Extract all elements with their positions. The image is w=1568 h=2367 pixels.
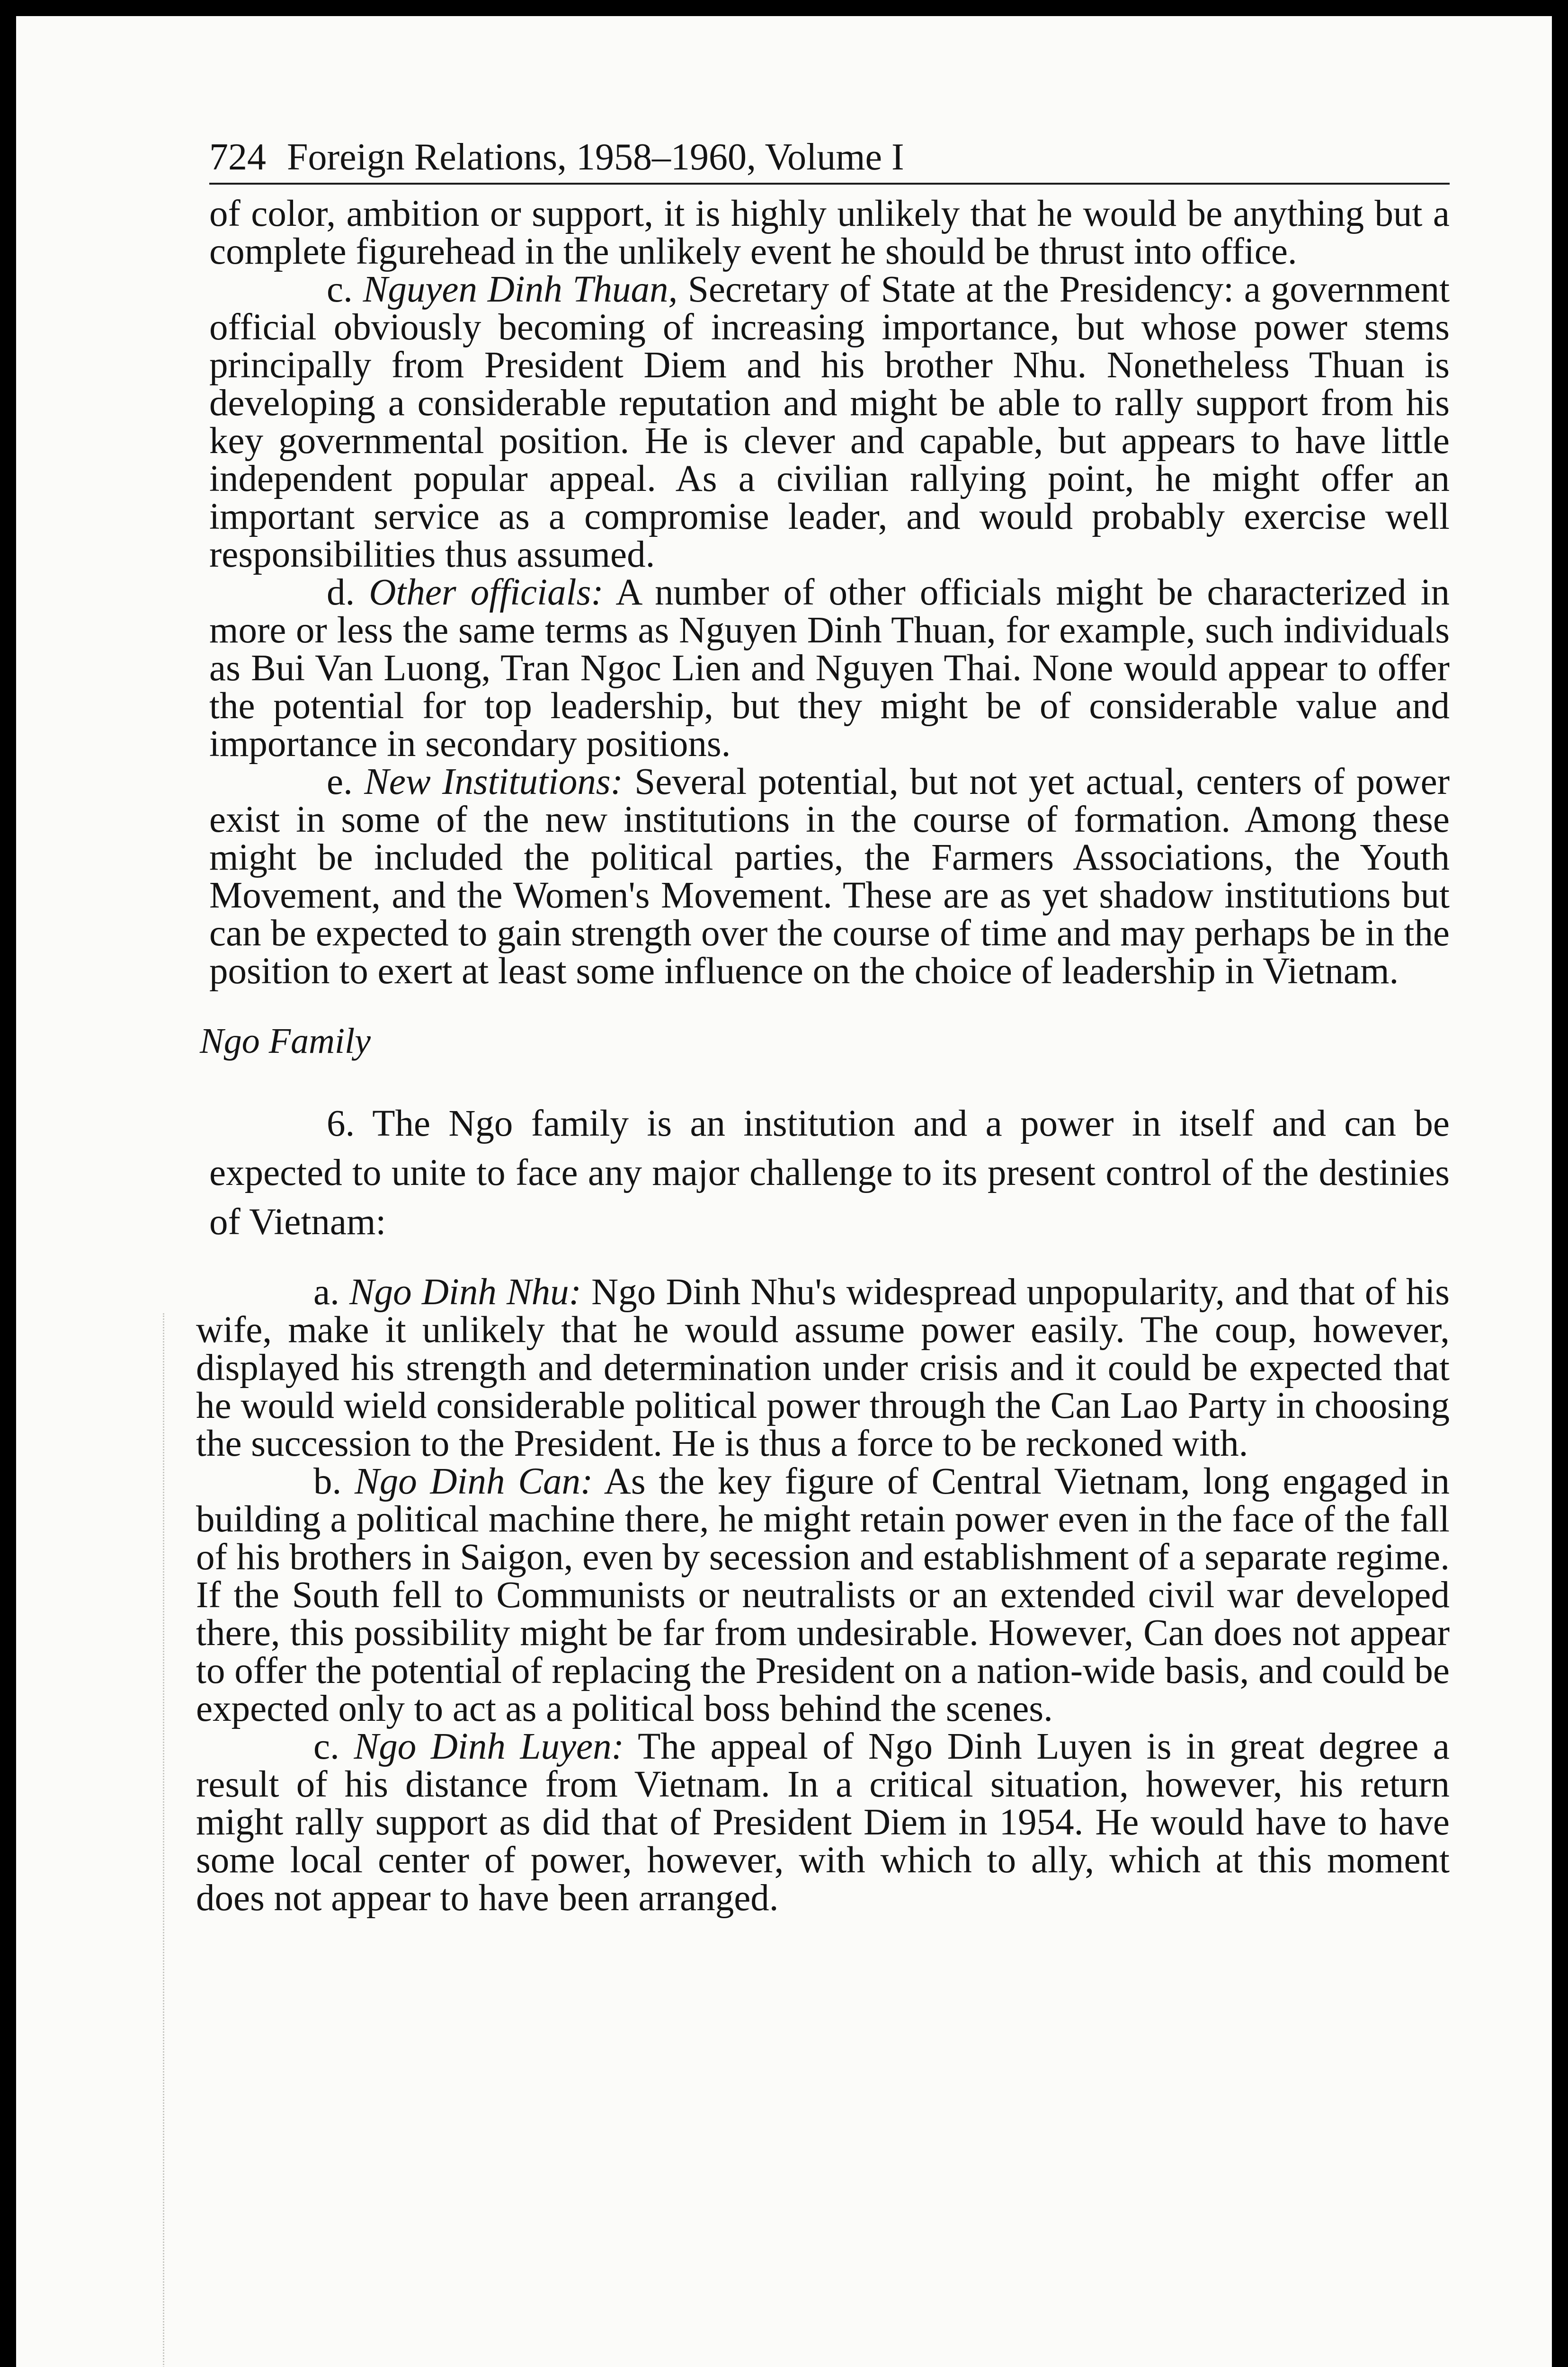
item-text: Secretary of State at the Presidency: a government official obviously becoming of increasing importance, but whose power stems principally from President Diem and his brother Nhu. Nonetheless Thuan is developing a considerable reputation and might be able to rally support from his key governmental position. He is clever and capable, but appears to have little independent popular appeal. As a civilian rallying point, he might offer an important service as a compromise leader, and would probably exercise well responsibilities thus assumed. [209, 269, 1450, 575]
item-label: Ngo Dinh Nhu: [349, 1272, 581, 1313]
section-heading: Ngo Family [200, 1021, 371, 1061]
item-label: Ngo Dinh Luyen: [354, 1726, 624, 1767]
continuation-paragraph: of color, ambition or support, it is highly unlikely that he would be anything but a complete figurehead in the unlikely event he should be thrust into office. [209, 193, 1450, 272]
item-e-new-institutions [209, 763, 1450, 990]
paragraph-6: 6. The Ngo family is an institution and a power in itself and can be expected to unite to face any major challenge to its present control of the destinies of Vietnam: [209, 1103, 1450, 1243]
item-prefix: e. [327, 761, 353, 802]
item-text: Several potential, but not yet actual, centers of power exist in some of the new institutions in the course of formation. Among these might be included the political parties, the Farmers Associations, the Youth Movement, and the Women's Movement. These are as yet shadow institutions but can be expected to gain strength over the course of time and may perhaps be in the position to exert at least some influence on the choice of leadership in Vietnam. [209, 761, 1450, 992]
item-label: Nguyen Dinh Thuan, [363, 269, 678, 310]
item-prefix: d. [327, 572, 355, 613]
item-prefix: b. [313, 1461, 342, 1502]
item-prefix: c. [313, 1726, 339, 1767]
item-label: Ngo Dinh Can: [355, 1461, 593, 1502]
running-title: Foreign Relations, 1958–1960, Volume I [287, 136, 904, 178]
item-d-other-officials [209, 574, 1450, 763]
item-text: Ngo Dinh Nhu's widespread unpopularity, and that of his wife, make it unlikely that he would assume power easily. The coup, however, displayed his strength and determination under crisis and it could be expected that he would wield considerable political power through the Can Lao Party in choosing the succession to the President. He is thus a force to be reckoned with. [196, 1272, 1450, 1464]
item-c-luyen [196, 1728, 1450, 1917]
item-label: New Institutions: [364, 761, 623, 802]
item-prefix: c. [327, 269, 353, 310]
item-c-thuan [209, 271, 1450, 574]
page-content [196, 133, 1450, 1919]
document-page [16, 16, 1552, 2367]
item-text: As the key figure of Central Vietnam, long engaged in building a political machine there, he might retain power even in the face of the fall of his brothers in Saigon, even by secession and establishment of a separate regime. If the South fell to Communists or neutralists or an extended civil war developed there, this possibility might be far from undesirable. However, Can does not appear to offer the potential of replacing the President on a nation-wide basis, and could be expected only to act as a political boss behind the scenes. [196, 1461, 1450, 1729]
item-b-can [196, 1463, 1450, 1728]
item-label: Other officials: [369, 572, 604, 613]
item-a-nhu [196, 1273, 1450, 1463]
running-head [209, 133, 1450, 185]
item-prefix: a. [313, 1272, 339, 1313]
item-text: The appeal of Ngo Dinh Luyen is in great degree a result of his distance from Vietnam. In a critical situation, however, his return might rally support as did that of President Diem in 1954. He would have to have some local center of power, however, with which to ally, which at this moment does not appear to have been arranged. [196, 1726, 1450, 1919]
item-text: A number of other officials might be characterized in more or less the same terms as Nguyen Dinh Thuan, for example, such individuals as Bui Van Luong, Tran Ngoc Lien and Nguyen Thai. None would appear to offer the potential for top leadership, but they might be of considerable value and importance in secondary positions. [209, 572, 1450, 765]
page-number: 724 [209, 136, 266, 178]
